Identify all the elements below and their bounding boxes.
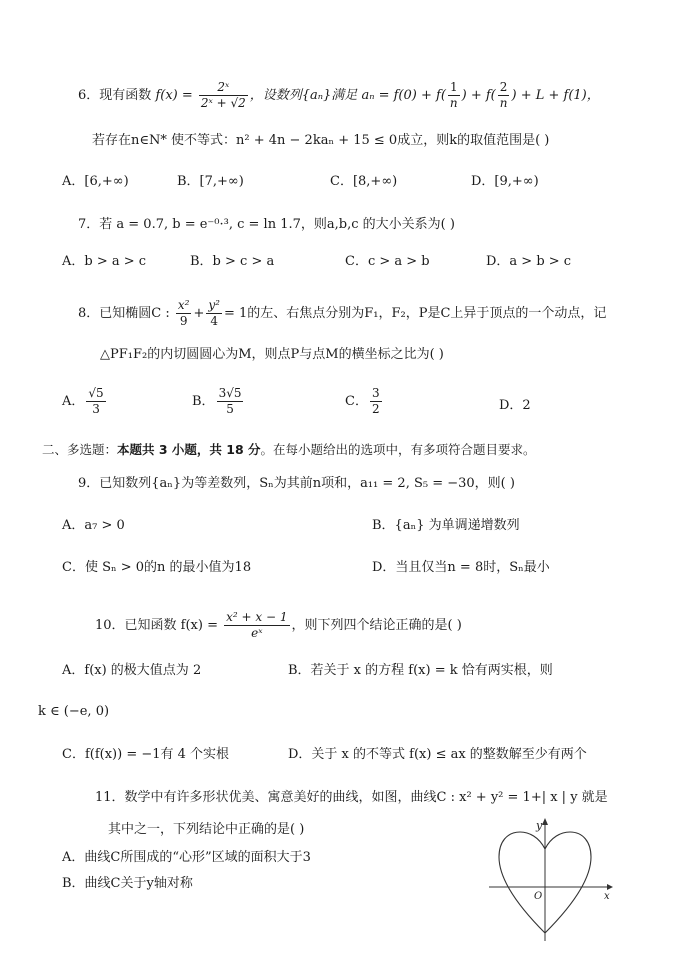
q6-intro: 现有函数 bbox=[99, 88, 152, 103]
q10-option-b-continuation: k ∈ (−e, 0) bbox=[38, 704, 110, 719]
q8-post: = 1的左、右焦点分别为F₁，F₂，P是C上异于顶点的一个动点，记 bbox=[223, 306, 607, 321]
q6-mid: ) + f( bbox=[461, 88, 496, 103]
origin-label: O bbox=[534, 891, 543, 902]
q7-option-b: B．b > c > a bbox=[190, 254, 275, 269]
q8-fraction-x2-9: $\frac{\text{x²}}{9}$ bbox=[177, 298, 190, 328]
x-axis-label: x bbox=[604, 891, 610, 902]
q9-option-d: D．当且仅当n = 8时，Sₙ最小 bbox=[372, 560, 550, 575]
q6-fraction-2-over-n: $\frac{2}{n}$ bbox=[499, 80, 508, 110]
q6-fraction-1-over-n: $\frac{1}{n}$ bbox=[449, 80, 458, 110]
q10-option-b: B．若关于 x 的方程 f(x) = k 恰有两实根，则 bbox=[288, 663, 553, 678]
q11-line2: 其中之一，下列结论中正确的是( ) bbox=[108, 822, 305, 837]
q8-plus: + bbox=[193, 306, 205, 321]
q10-option-d: D．关于 x 的不等式 f(x) ≤ ax 的整数解至少有两个 bbox=[288, 747, 587, 762]
q6-option-d: D．[9,+∞) bbox=[471, 174, 539, 189]
q11-option-b: B．曲线C关于y轴对称 bbox=[62, 876, 193, 891]
q7-option-c: C．c > a > b bbox=[345, 254, 430, 269]
q7-stem: 7．若 a = 0.7, b = e⁻⁰·³, c = ln 1.7，则a,b,c 的大小关系为( ) bbox=[78, 217, 455, 232]
q9-option-a: A．a₇ > 0 bbox=[62, 518, 125, 533]
q11-line1: 11．数学中有许多形状优美、寓意美好的曲线，如图，曲线C : x² + y² = 1+| x | y 就是 bbox=[95, 790, 608, 805]
q9-option-b: B．{aₙ} 为单调递增数列 bbox=[372, 518, 520, 533]
q6-option-b: B．[7,+∞) bbox=[177, 174, 244, 189]
q10-function-fraction: $\frac{\text{x² + x − 1}}{\text{eˣ}}$ bbox=[226, 610, 288, 640]
y-axis-arrow-icon bbox=[542, 818, 548, 825]
y-axis-label: y bbox=[536, 819, 543, 832]
q6-function-fraction: $\frac{\text{2ˣ}}{\text{2ˣ + √2}}$ bbox=[200, 80, 246, 110]
q8-pre: 8．已知椭圆C : bbox=[78, 306, 170, 321]
q6-option-a: A．[6,+∞) bbox=[62, 174, 129, 189]
q11-option-a: A．曲线C所围成的“心形”区域的面积大于3 bbox=[62, 850, 311, 865]
q6-option-c: C．[8,+∞) bbox=[330, 174, 398, 189]
q10-option-c: C．f(f(x)) = −1有 4 个实根 bbox=[62, 747, 230, 762]
q10-stem: 10．已知函数 f(x) = $\frac{\text{x² + x − 1}}{\text{eˣ}}$ ，则下列四个结论正确的是( ) bbox=[95, 610, 462, 640]
heart-curve-figure bbox=[485, 815, 613, 945]
q6-number: 6． bbox=[78, 88, 100, 103]
q8-fraction-y2-4: $\frac{\text{y²}}{4}$ bbox=[208, 298, 220, 328]
q9-option-c: C．使 Sₙ > 0的n 的最小值为18 bbox=[62, 560, 252, 575]
q6-function-lhs: f(x) = bbox=[155, 88, 193, 103]
q8-line1 bbox=[78, 298, 606, 329]
q8-option-a: A． $\frac{√5}{3}$ bbox=[62, 386, 104, 416]
q8-option-c: C． $\frac{3}{2}$ bbox=[345, 386, 380, 416]
q10-option-a: A．f(x) 的极大值点为 2 bbox=[62, 663, 202, 678]
q9-stem: 9．已知数列{aₙ}为等差数列，Sₙ为其前n项和，a₁₁ = 2, S₅ = −30，则( ) bbox=[78, 476, 515, 491]
x-axis-arrow-icon bbox=[607, 884, 613, 890]
q8-option-b: B． $\frac{3√5}{5}$ bbox=[192, 386, 242, 416]
q8-option-d: D．2 bbox=[499, 398, 531, 413]
q6-line1 bbox=[78, 80, 600, 111]
q6-line2: 若存在n∈N* 使不等式：n² + 4n − 2kaₙ + 15 ≤ 0成立，则k的取值范围是( ) bbox=[92, 133, 550, 148]
q8-line2: △PF₁F₂的内切圆圆心为M，则点P与点M的横坐标之比为( ) bbox=[100, 347, 444, 362]
q7-option-a: A．b > a > c bbox=[62, 254, 147, 269]
section-2-header: 二、多选题：本题共 3 小题，共 18 分。在每小题给出的选项中，有多项符合题目要求。 bbox=[42, 442, 536, 457]
q6-tail: ) + L + f(1)， bbox=[511, 88, 600, 103]
q6-sequence-text: ，设数列{aₙ}满足 aₙ = f(0) + f( bbox=[249, 88, 446, 103]
q7-option-d: D．a > b > c bbox=[486, 254, 572, 269]
